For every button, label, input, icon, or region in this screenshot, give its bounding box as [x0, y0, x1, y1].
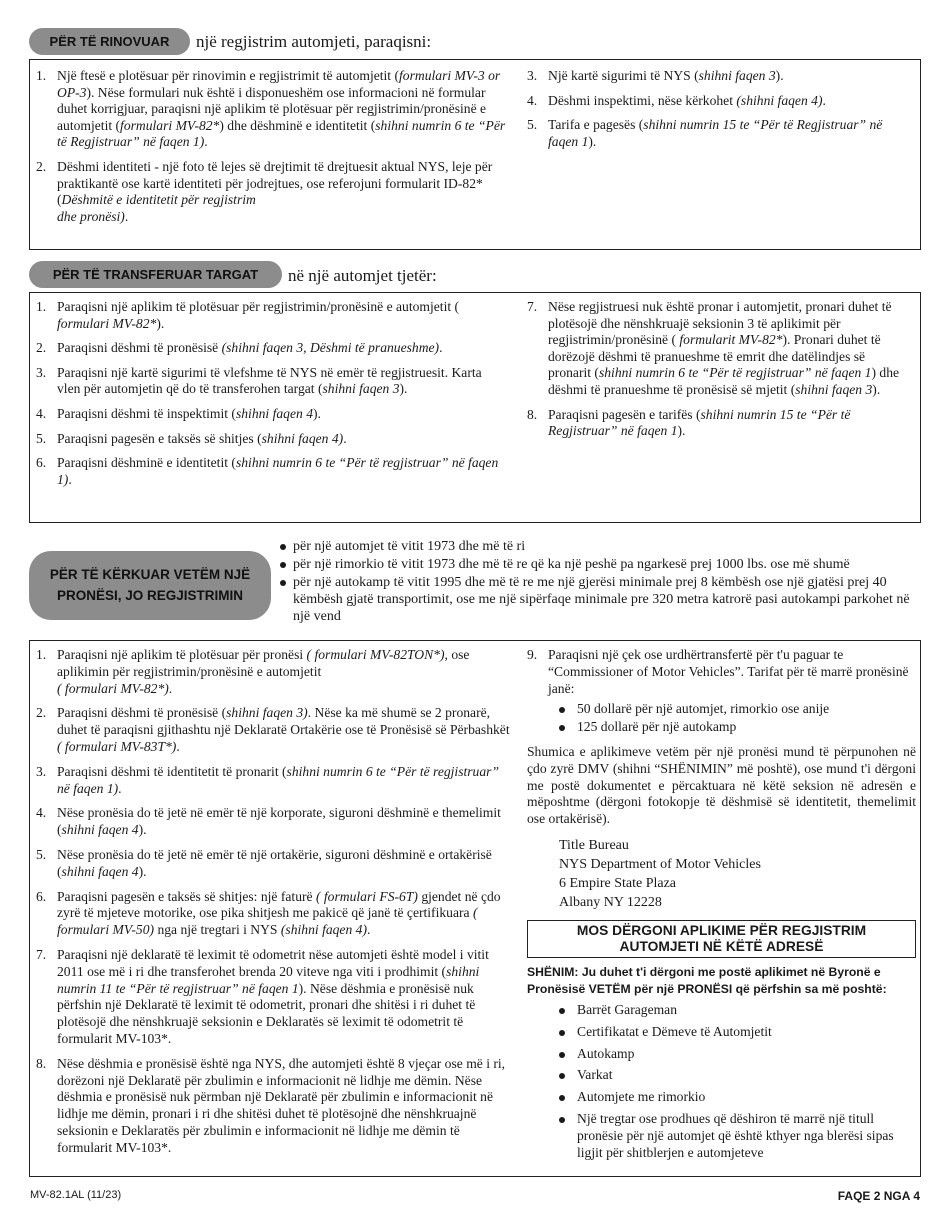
- list-item: [527, 299, 905, 399]
- list-item: [36, 431, 504, 448]
- item-text: Një ftesë e plotësuar për rinovimin e regjistrimit të automjetit (formulari MV-3 or OP-3). Nëse formulari nuk është i disponueshëm ose informacioni në formular duhet korrigjuar, paraqisni një aplikim të plotësuar për regjistrimin/pronësinë e automjetit (formulari MV-82*) dhe dëshminë e identitetit (shihni numrin 6 te “Për të Regjistruar” në faqen 1).: [57, 68, 506, 150]
- section-pill-ownership-only: [29, 551, 271, 620]
- item-text: Nëse dëshmia e pronësisë është nga NYS, dhe automjeti është 8 vjeçar ose më i ri, dorëzoni një Deklaratë për zbulimin e informacionit në lidhje me dëmin. Nëse dëshmia e pronësisë nuk përmban një Deklaratë për zbulimin e informacionit në lidhje me dëmin, pronari i ri dhe shitësi duhet të plotësojnë dhe nënshkruajnë seksionin e Deklaratës për zbulimin e informacionit në lidhje me dëmin të formularit MV-103*.: [57, 1055, 506, 1155]
- list-item: [36, 705, 510, 755]
- renew-left-column: [36, 68, 511, 233]
- list-item: [36, 1056, 510, 1157]
- item-text: Paraqisni një aplikim të plotësuar për regjistrimin/pronësinë e automjetit ( formulari MV-82*).: [57, 299, 460, 331]
- item-number: 7.: [36, 946, 47, 962]
- transfer-right-column: [527, 299, 905, 448]
- renew-box: [29, 59, 921, 250]
- item-number: 3.: [36, 763, 47, 779]
- item-text: Paraqisni dëshmi të identitetit të pronarit (shihni numrin 6 te “Për të regjistruar” në faqen 1).: [57, 763, 500, 796]
- item-text: Nëse pronësia do të jetë në emër të një ortakërie, siguroni dëshminë e ortakërisë (shihni faqen 4).: [57, 846, 492, 879]
- item-number: 1.: [36, 68, 47, 83]
- item-text: Paraqisni dëshmi të inspektimit (shihni faqen 4).: [57, 405, 321, 421]
- mailing-address: [527, 836, 916, 912]
- item-text: Tarifa e pagesës (shihni numrin 15 te “Për të Regjistruar” në faqen 1).: [548, 117, 883, 149]
- list-item: [36, 68, 511, 151]
- bullet-item: Varkat: [557, 1067, 916, 1084]
- item-text: Paraqisni pagesën e taksës së shitjes: një faturë ( formulari FS-6T) gjendet në çdo zyrë të mjeteve motorike, ose pika shitjesh me pakicë që janë të çertifikuara ( formulari MV-50) nga një tregtari i NYS (shihni faqen 4).: [57, 888, 501, 938]
- bullet-item: për një autokamp të vitit 1995 dhe më të re me një gjerësi minimale prej 8 këmbësh ose një gjatësi prej 40 këmbësh gjatë transportimit, ose me një sipërfaqe minimale pre 320 metra katrorë pasi autokampi parkohet në një vend: [279, 574, 919, 625]
- renew-heading-suffix: një regjistrim automjeti, paraqisni:: [196, 32, 432, 51]
- item-number: 4.: [36, 805, 47, 821]
- item-number: 5.: [527, 117, 538, 133]
- ownership-left-column: [36, 647, 510, 1165]
- ownership-pill-line2: PRONËSI, JO REGJISTRIMIN: [56, 588, 244, 603]
- renew-right-column: [527, 68, 915, 158]
- ownership-right-column: [527, 647, 916, 1169]
- item-number: 4.: [36, 405, 47, 421]
- item-text: Paraqisni një çek ose urdhërtransfertë për t'u paguar te “Commissioner of Motor Vehicles”. Tarifat për të marrë pronësinë janë:: [548, 647, 909, 696]
- form-id: MV-82.1AL (11/23): [30, 1189, 122, 1201]
- list-item: [527, 647, 916, 697]
- bullet-item: 125 dollarë për një autokamp: [557, 719, 916, 736]
- address-line: Albany NY 12228: [559, 894, 662, 910]
- list-item: [36, 455, 504, 488]
- item-number: 8.: [36, 1055, 47, 1071]
- list-item: [36, 406, 504, 423]
- list-item: [527, 117, 915, 150]
- item-number: 2.: [36, 340, 47, 356]
- transfer-left-column: [36, 299, 504, 496]
- list-item: [527, 93, 915, 110]
- bullet-item: 50 dollarë për një automjet, rimorkio ose anije: [557, 701, 916, 718]
- bullet-item: Certifikatat e Dëmeve të Automjetit: [557, 1024, 916, 1041]
- note-text: SHËNIM: Ju duhet t'i dërgoni me postë aplikimet në Byronë e Pronësisë VETËM për një PRONËSI që përfshin sa më poshtë:: [527, 964, 887, 996]
- item-number: 8.: [527, 406, 538, 422]
- item-number: 2.: [36, 705, 47, 721]
- fee-list: [527, 701, 916, 736]
- item-number: 2.: [36, 158, 47, 174]
- bullet-item: Automjete me rimorkio: [557, 1089, 916, 1106]
- list-item: [36, 764, 510, 798]
- address-line: 6 Empire State Plaza: [559, 875, 677, 891]
- note-list: [527, 1002, 916, 1161]
- item-number: 5.: [36, 430, 47, 446]
- page-number: FAQE 2 NGA 4: [837, 1189, 920, 1203]
- item-number: 3.: [36, 364, 47, 380]
- ownership-conditions: [279, 538, 919, 626]
- item-text: Dëshmi identiteti - një foto të lejes së drejtimit të drejtuesit aktual NYS, leje për praktikantë ose kartë identiteti për jodrejtues, ose referojuni formularit ID-82* (Dëshmitë e identitetit për regjistrim dhe pronësi).: [57, 158, 493, 224]
- list-item: [36, 159, 511, 225]
- item-number: 7.: [527, 299, 538, 314]
- item-text: Një kartë sigurimi të NYS (shihni faqen 3).: [548, 68, 784, 83]
- item-text: Dëshmi inspektimi, nëse kërkohet (shihni faqen 4).: [548, 92, 826, 108]
- list-item: [36, 947, 510, 1048]
- ownership-pill-line1: PËR TË KËRKUAR VETËM NJË: [49, 567, 251, 582]
- transfer-box: [29, 292, 921, 523]
- bullet-item: për një rimorkio të vitit 1973 dhe më të re që ka një peshë pa ngarkesë prej 1000 lbs. ose më shumë: [279, 556, 919, 573]
- item-number: 4.: [527, 92, 538, 108]
- item-text: Paraqisni dëshmi të pronësisë (shihni faqen 3). Nëse ka më shumë se 2 pronarë, duhet të paraqisni gjithashtu një Deklaratë Ortakërie ose të Pronësisë së Përbashkët ( formulari MV-83T*).: [57, 705, 510, 754]
- list-item: [527, 407, 905, 440]
- warning-line2: AUTOMJETI NË KËTË ADRESË: [619, 938, 824, 954]
- item-text: Paraqisni dëshmi të pronësisë (shihni faqen 3, Dëshmi të pranueshme).: [57, 340, 443, 356]
- item-text: Paraqisni një aplikim të plotësuar për pronësi ( formulari MV-82TON*), ose aplikimin për regjistrimin/pronësinë e automjetit ( formulari MV-82*).: [57, 647, 470, 696]
- bullet-item: Një tregtar ose prodhues që dëshiron të marrë një titull pronësie për një automjet që është kthyer nga blerësi sipas ligjit për shitblerjen e automjeteve: [557, 1111, 916, 1161]
- item-text: Paraqisni një kartë sigurimi të vlefshme të NYS në emër të regjistruesit. Karta vlen për automjetin që do të transferohen targat (shihni faqen 3).: [57, 364, 482, 397]
- item-number: 9.: [527, 647, 538, 662]
- list-item: [36, 805, 510, 839]
- list-item: [36, 299, 504, 332]
- item-number: 1.: [36, 647, 47, 662]
- transfer-heading-suffix: në një automjet tjetër:: [288, 266, 437, 285]
- warning-box: [527, 920, 916, 958]
- warning-line1: MOS DËRGONI APLIKIME PËR REGJISTRIM: [576, 922, 867, 938]
- item-text: Paraqisni pagesën e tarifës (shihni numrin 15 te “Për të Regjistruar” në faqen 1).: [548, 406, 851, 439]
- list-item: [36, 647, 510, 697]
- bullet-item: Autokamp: [557, 1046, 916, 1063]
- item-number: 6.: [36, 888, 47, 904]
- item-text: Paraqisni një deklaratë të leximit të odometrit nëse automjeti është model i vitit 2011 ose më i ri dhe transferohet brenda 20 viteve nga viti i prodhimit (shihni numrin 11 te “Për të regjistruar” në faqen 1). Nëse dëshmia e pronësisë nuk përfshin një Deklaratë të leximit të odometrit, pronari dhe shitësi i ri duhet të plotësojë dhe nënshkruajë seksionin e Deklaratës së leximit të odometrit të formularit MV-103*.: [57, 946, 489, 1046]
- item-text: Paraqisni pagesën e taksës së shitjes (shihni faqen 4).: [57, 430, 347, 446]
- list-item: [36, 365, 504, 398]
- ownership-box: [29, 640, 921, 1177]
- address-line: Title Bureau: [559, 837, 629, 853]
- section-pill-renew: PËR TË RINOVUAR: [29, 28, 190, 55]
- item-text: Nëse regjistruesi nuk është pronar i automjetit, pronari duhet të plotësojë dhe nënshkruajë seksionin 3 të aplikimit për regjistrimin/pronësinë ( formularit MV-82*). Pronari duhet të dorëzojë dëshmi të pranueshme të emrit dhe datëlindjes së pronarit (shihni numrin 6 te “Për të regjistruar” në faqen 1) dhe dëshmi të pranueshme të pronësisë së mjetit (shihni faqen 3).: [548, 299, 900, 397]
- section-pill-transfer-plates: PËR TË TRANSFERUAR TARGAT: [29, 261, 282, 288]
- item-number: 6.: [36, 455, 47, 471]
- bullet-item: Barrët Garageman: [557, 1002, 916, 1019]
- bullet-item: për një automjet të vitit 1973 dhe më të ri: [279, 538, 919, 555]
- address-line: NYS Department of Motor Vehicles: [559, 856, 761, 872]
- item-text: Nëse pronësia do të jetë në emër të një korporate, siguroni dëshminë e themelimit (shihni faqen 4).: [57, 805, 501, 838]
- list-item: [527, 68, 915, 85]
- list-item: [36, 889, 510, 939]
- mail-instructions: Shumica e aplikimeve vetëm për një pronësi mund të përpunohen në çdo zyrë DMV (shihni “SHËNIMIN” më poshtë), ose mund t'i dërgoni me postë dokumentet e përcaktuara në këtë seksion në adresën e mëposhtme (dërgoni fotokopje të dëshmisë së identitetit, themelimit ose ortakërisë).: [527, 743, 916, 827]
- item-text: Paraqisni dëshminë e identitetit (shihni numrin 6 te “Për të regjistruar” në faqen 1).: [57, 455, 499, 487]
- item-number: 5.: [36, 846, 47, 862]
- list-item: [36, 340, 504, 357]
- list-item: [36, 847, 510, 881]
- item-number: 3.: [527, 68, 538, 83]
- item-number: 1.: [36, 299, 47, 314]
